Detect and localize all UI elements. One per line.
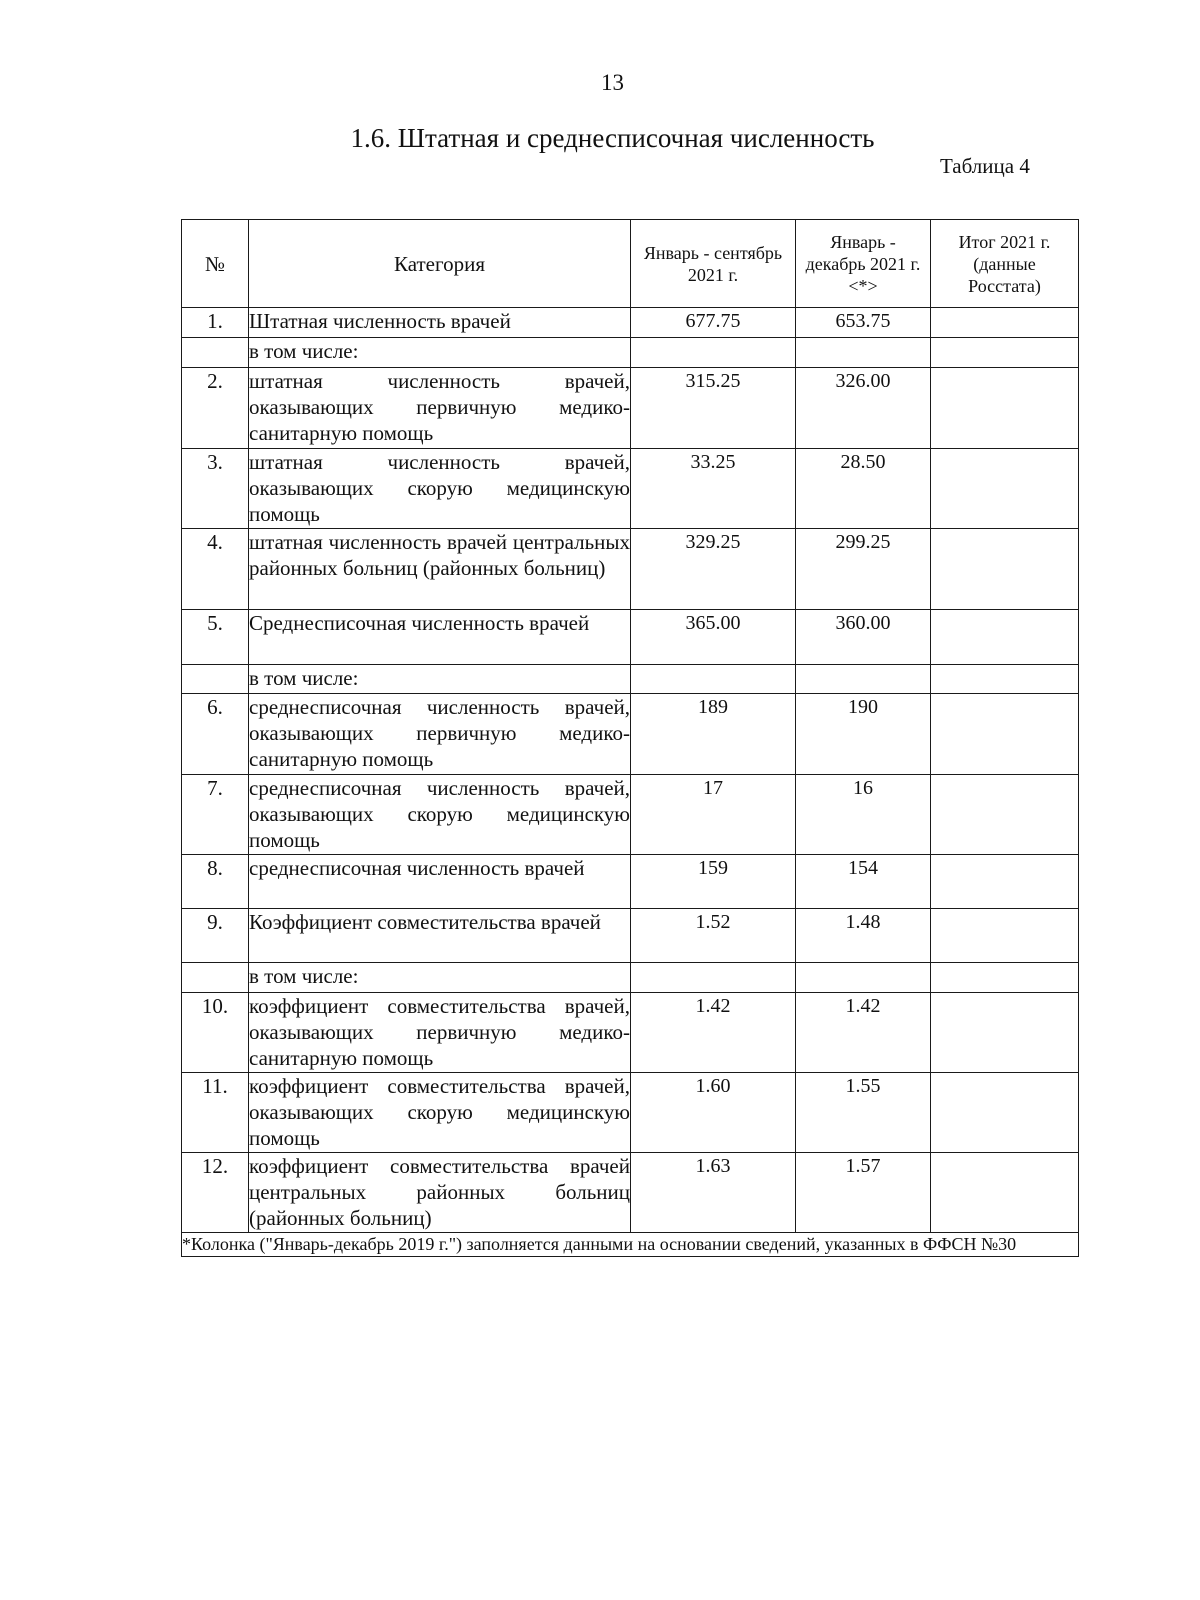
row-total xyxy=(931,775,1079,855)
row-jan-sep: 315.25 xyxy=(631,368,796,449)
table-caption: Таблица 4 xyxy=(940,154,1030,178)
row-number: 6. xyxy=(182,694,249,775)
row-category: Среднесписочная численность врачей xyxy=(249,610,631,665)
row-category: штатная численность врачей, оказывающих скорую медицинскую помощь xyxy=(249,449,631,529)
table-row xyxy=(182,909,1079,963)
row-number xyxy=(182,338,249,368)
row-total xyxy=(931,1153,1079,1233)
row-category: в том числе: xyxy=(249,963,631,993)
table-row xyxy=(182,308,1079,338)
header-category: Категория xyxy=(249,220,631,308)
row-jan-dec: 1.42 xyxy=(796,993,931,1073)
row-jan-dec: 360.00 xyxy=(796,610,931,665)
table-row xyxy=(182,775,1079,855)
row-number: 10. xyxy=(182,993,249,1073)
section-title: 1.6. Штатная и среднесписочная численность xyxy=(350,123,875,153)
row-total xyxy=(931,855,1079,909)
row-number: 8. xyxy=(182,855,249,909)
row-total xyxy=(931,665,1079,694)
row-jan-dec: 1.57 xyxy=(796,1153,931,1233)
row-jan-sep: 33.25 xyxy=(631,449,796,529)
table-row xyxy=(182,368,1079,449)
row-number: 1. xyxy=(182,308,249,338)
table-row xyxy=(182,993,1079,1073)
row-jan-sep: 1.60 xyxy=(631,1073,796,1153)
table-row xyxy=(182,610,1079,665)
row-total xyxy=(931,338,1079,368)
row-total xyxy=(931,308,1079,338)
row-jan-sep: 189 xyxy=(631,694,796,775)
staffing-table xyxy=(181,219,1079,1257)
row-number: 4. xyxy=(182,529,249,610)
row-jan-dec: 190 xyxy=(796,694,931,775)
row-category: Коэффициент совместительства врачей xyxy=(249,909,631,963)
row-jan-dec xyxy=(796,338,931,368)
row-jan-sep: 1.42 xyxy=(631,993,796,1073)
row-number: 2. xyxy=(182,368,249,449)
row-category: коэффициент совместительства врачей, оказывающих скорую медицинскую помощь xyxy=(249,1073,631,1153)
row-number: 3. xyxy=(182,449,249,529)
row-total xyxy=(931,449,1079,529)
row-category: среднесписочная численность врачей, оказывающих первичную медико-санитарную помощь xyxy=(249,694,631,775)
row-category: в том числе: xyxy=(249,665,631,694)
header-jan-dec: Январь - декабрь 2021 г. <*> xyxy=(796,220,931,308)
table-row xyxy=(182,963,1079,993)
table-row xyxy=(182,338,1079,368)
table-row xyxy=(182,1153,1079,1233)
row-number xyxy=(182,963,249,993)
row-jan-dec xyxy=(796,665,931,694)
row-jan-dec: 299.25 xyxy=(796,529,931,610)
table-row xyxy=(182,665,1079,694)
row-category: среднесписочная численность врачей xyxy=(249,855,631,909)
header-jan-sep: Январь - сентябрь 2021 г. xyxy=(631,220,796,308)
page-number: 13 xyxy=(601,70,624,95)
row-total xyxy=(931,529,1079,610)
row-category: коэффициент совместительства врачей, оказывающих первичную медико-санитарную помощь xyxy=(249,993,631,1073)
row-jan-sep: 17 xyxy=(631,775,796,855)
table-row xyxy=(182,449,1079,529)
row-jan-dec xyxy=(796,963,931,993)
row-number: 5. xyxy=(182,610,249,665)
header-no: № xyxy=(182,220,249,308)
row-total xyxy=(931,694,1079,775)
header-total: Итог 2021 г. (данные Росстата) xyxy=(931,220,1079,308)
row-number: 7. xyxy=(182,775,249,855)
row-jan-dec: 1.55 xyxy=(796,1073,931,1153)
row-jan-sep: 365.00 xyxy=(631,610,796,665)
table-row xyxy=(182,855,1079,909)
row-jan-sep xyxy=(631,338,796,368)
table-row xyxy=(182,529,1079,610)
row-category: в том числе: xyxy=(249,338,631,368)
row-number: 12. xyxy=(182,1153,249,1233)
table-row xyxy=(182,1073,1079,1153)
row-number: 9. xyxy=(182,909,249,963)
row-jan-dec: 28.50 xyxy=(796,449,931,529)
row-jan-dec: 16 xyxy=(796,775,931,855)
row-category: штатная численность врачей центральных районных больниц (районных больниц) xyxy=(249,529,631,610)
row-number xyxy=(182,665,249,694)
row-jan-sep: 329.25 xyxy=(631,529,796,610)
table-header-row xyxy=(182,220,1079,308)
table-footnote: *Колонка ("Январь-декабрь 2019 г.") заполняется данными на основании сведений, указанных в ФФСН №30 xyxy=(182,1233,1079,1257)
row-total xyxy=(931,610,1079,665)
row-jan-sep: 159 xyxy=(631,855,796,909)
row-category: среднесписочная численность врачей, оказывающих скорую медицинскую помощь xyxy=(249,775,631,855)
row-total xyxy=(931,993,1079,1073)
row-jan-dec: 326.00 xyxy=(796,368,931,449)
row-jan-dec: 1.48 xyxy=(796,909,931,963)
row-jan-sep: 1.63 xyxy=(631,1153,796,1233)
row-number: 11. xyxy=(182,1073,249,1153)
table-row xyxy=(182,694,1079,775)
row-jan-sep xyxy=(631,665,796,694)
row-jan-dec: 154 xyxy=(796,855,931,909)
row-jan-sep: 677.75 xyxy=(631,308,796,338)
row-jan-sep xyxy=(631,963,796,993)
row-category: штатная численность врачей, оказывающих первичную медико-санитарную помощь xyxy=(249,368,631,449)
row-jan-dec: 653.75 xyxy=(796,308,931,338)
row-category: коэффициент совместительства врачей центральных районных больниц (районных больниц) xyxy=(249,1153,631,1233)
row-total xyxy=(931,963,1079,993)
row-jan-sep: 1.52 xyxy=(631,909,796,963)
row-total xyxy=(931,1073,1079,1153)
row-total xyxy=(931,368,1079,449)
row-category: Штатная численность врачей xyxy=(249,308,631,338)
row-total xyxy=(931,909,1079,963)
footnote-row xyxy=(182,1233,1079,1257)
